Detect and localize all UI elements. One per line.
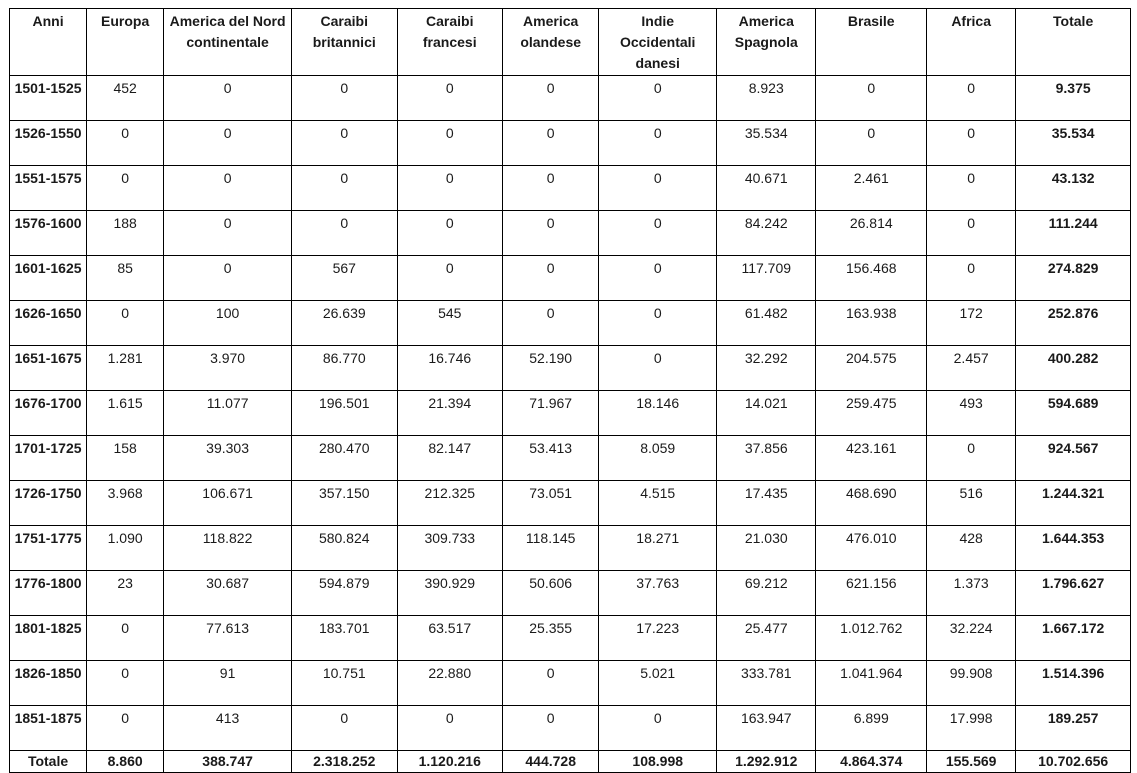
cell-totale: 1.667.172 <box>1016 616 1131 661</box>
total-europa: 8.860 <box>87 751 164 773</box>
cell-indie-occidentali-danesi: 17.223 <box>599 616 717 661</box>
cell-africa: 0 <box>927 166 1016 211</box>
cell-brasile: 1.012.762 <box>816 616 927 661</box>
totals-row <box>10 751 1131 773</box>
cell-america-olandese: 118.145 <box>503 526 599 571</box>
cell-totale: 43.132 <box>1016 166 1131 211</box>
table-row <box>10 436 1131 481</box>
cell-caraibi-britannici: 183.701 <box>292 616 398 661</box>
table-row <box>10 301 1131 346</box>
cell-europa: 23 <box>87 571 164 616</box>
cell-caraibi-francesi: 0 <box>397 76 503 121</box>
cell-caraibi-francesi: 309.733 <box>397 526 503 571</box>
cell-caraibi-francesi: 0 <box>397 121 503 166</box>
total-america-olandese: 444.728 <box>503 751 599 773</box>
table-row <box>10 346 1131 391</box>
cell-brasile: 6.899 <box>816 706 927 751</box>
cell-america-del-nord: 118.822 <box>164 526 292 571</box>
cell-totale: 1.244.321 <box>1016 481 1131 526</box>
cell-brasile: 0 <box>816 121 927 166</box>
cell-america-del-nord: 100 <box>164 301 292 346</box>
cell-europa: 0 <box>87 661 164 706</box>
period-cell: 1826-1850 <box>10 661 87 706</box>
total-brasile: 4.864.374 <box>816 751 927 773</box>
cell-caraibi-francesi: 16.746 <box>397 346 503 391</box>
cell-america-olandese: 0 <box>503 76 599 121</box>
cell-africa: 99.908 <box>927 661 1016 706</box>
column-header-caraibi-francesi: Caraibi francesi <box>397 9 503 76</box>
cell-caraibi-britannici: 594.879 <box>292 571 398 616</box>
cell-america-olandese: 53.413 <box>503 436 599 481</box>
cell-america-del-nord: 413 <box>164 706 292 751</box>
period-cell: 1526-1550 <box>10 121 87 166</box>
cell-indie-occidentali-danesi: 0 <box>599 301 717 346</box>
cell-america-del-nord: 77.613 <box>164 616 292 661</box>
cell-totale: 189.257 <box>1016 706 1131 751</box>
cell-africa: 0 <box>927 121 1016 166</box>
cell-america-del-nord: 39.303 <box>164 436 292 481</box>
column-header-indie-occidentali-danesi: Indie Occidentali danesi <box>599 9 717 76</box>
cell-america-spagnola: 163.947 <box>717 706 816 751</box>
cell-brasile: 476.010 <box>816 526 927 571</box>
cell-totale: 1.514.396 <box>1016 661 1131 706</box>
cell-america-olandese: 0 <box>503 166 599 211</box>
cell-caraibi-francesi: 0 <box>397 166 503 211</box>
cell-america-spagnola: 84.242 <box>717 211 816 256</box>
period-cell: 1851-1875 <box>10 706 87 751</box>
cell-brasile: 0 <box>816 76 927 121</box>
cell-america-spagnola: 37.856 <box>717 436 816 481</box>
total-america-spagnola: 1.292.912 <box>717 751 816 773</box>
cell-america-del-nord: 91 <box>164 661 292 706</box>
cell-totale: 924.567 <box>1016 436 1131 481</box>
cell-indie-occidentali-danesi: 37.763 <box>599 571 717 616</box>
table-row <box>10 166 1131 211</box>
column-header-brasile: Brasile <box>816 9 927 76</box>
cell-totale: 111.244 <box>1016 211 1131 256</box>
cell-america-olandese: 0 <box>503 301 599 346</box>
cell-totale: 9.375 <box>1016 76 1131 121</box>
table-row <box>10 391 1131 436</box>
cell-indie-occidentali-danesi: 18.146 <box>599 391 717 436</box>
total-africa: 155.569 <box>927 751 1016 773</box>
cell-caraibi-francesi: 390.929 <box>397 571 503 616</box>
cell-indie-occidentali-danesi: 0 <box>599 76 717 121</box>
table-row <box>10 76 1131 121</box>
period-cell: 1701-1725 <box>10 436 87 481</box>
cell-america-olandese: 52.190 <box>503 346 599 391</box>
cell-indie-occidentali-danesi: 0 <box>599 706 717 751</box>
cell-america-spagnola: 14.021 <box>717 391 816 436</box>
cell-totale: 1.644.353 <box>1016 526 1131 571</box>
period-cell: 1776-1800 <box>10 571 87 616</box>
cell-america-del-nord: 0 <box>164 256 292 301</box>
cell-america-spagnola: 21.030 <box>717 526 816 571</box>
cell-caraibi-francesi: 82.147 <box>397 436 503 481</box>
period-cell: 1676-1700 <box>10 391 87 436</box>
cell-america-spagnola: 117.709 <box>717 256 816 301</box>
cell-america-olandese: 25.355 <box>503 616 599 661</box>
cell-indie-occidentali-danesi: 8.059 <box>599 436 717 481</box>
table-row <box>10 256 1131 301</box>
cell-caraibi-britannici: 0 <box>292 706 398 751</box>
cell-caraibi-britannici: 580.824 <box>292 526 398 571</box>
cell-caraibi-francesi: 0 <box>397 211 503 256</box>
cell-america-spagnola: 333.781 <box>717 661 816 706</box>
cell-america-spagnola: 32.292 <box>717 346 816 391</box>
cell-america-del-nord: 0 <box>164 76 292 121</box>
cell-brasile: 423.161 <box>816 436 927 481</box>
cell-europa: 0 <box>87 166 164 211</box>
cell-africa: 0 <box>927 256 1016 301</box>
period-cell: 1751-1775 <box>10 526 87 571</box>
cell-europa: 85 <box>87 256 164 301</box>
cell-america-olandese: 0 <box>503 706 599 751</box>
cell-indie-occidentali-danesi: 0 <box>599 256 717 301</box>
cell-africa: 0 <box>927 211 1016 256</box>
cell-europa: 452 <box>87 76 164 121</box>
cell-caraibi-britannici: 357.150 <box>292 481 398 526</box>
cell-america-spagnola: 69.212 <box>717 571 816 616</box>
cell-totale: 400.282 <box>1016 346 1131 391</box>
cell-europa: 0 <box>87 706 164 751</box>
cell-caraibi-britannici: 280.470 <box>292 436 398 481</box>
cell-america-olandese: 0 <box>503 211 599 256</box>
cell-europa: 0 <box>87 301 164 346</box>
cell-america-olandese: 0 <box>503 121 599 166</box>
cell-caraibi-francesi: 63.517 <box>397 616 503 661</box>
cell-totale: 252.876 <box>1016 301 1131 346</box>
table-row <box>10 211 1131 256</box>
period-cell: 1801-1825 <box>10 616 87 661</box>
column-header-america-olandese: America olandese <box>503 9 599 76</box>
cell-brasile: 26.814 <box>816 211 927 256</box>
cell-africa: 493 <box>927 391 1016 436</box>
column-header-america-del-nord: America del Nord continentale <box>164 9 292 76</box>
cell-totale: 35.534 <box>1016 121 1131 166</box>
cell-totale: 274.829 <box>1016 256 1131 301</box>
cell-brasile: 204.575 <box>816 346 927 391</box>
cell-brasile: 259.475 <box>816 391 927 436</box>
cell-caraibi-francesi: 212.325 <box>397 481 503 526</box>
cell-caraibi-britannici: 0 <box>292 211 398 256</box>
cell-europa: 0 <box>87 121 164 166</box>
cell-europa: 158 <box>87 436 164 481</box>
cell-brasile: 1.041.964 <box>816 661 927 706</box>
cell-brasile: 621.156 <box>816 571 927 616</box>
column-header-america-spagnola: America Spagnola <box>717 9 816 76</box>
cell-caraibi-francesi: 0 <box>397 256 503 301</box>
cell-america-del-nord: 3.970 <box>164 346 292 391</box>
cell-america-spagnola: 8.923 <box>717 76 816 121</box>
column-header-europa: Europa <box>87 9 164 76</box>
cell-caraibi-britannici: 0 <box>292 121 398 166</box>
cell-caraibi-britannici: 86.770 <box>292 346 398 391</box>
cell-brasile: 163.938 <box>816 301 927 346</box>
cell-africa: 428 <box>927 526 1016 571</box>
cell-brasile: 468.690 <box>816 481 927 526</box>
cell-africa: 516 <box>927 481 1016 526</box>
total-america-del-nord: 388.747 <box>164 751 292 773</box>
cell-caraibi-francesi: 545 <box>397 301 503 346</box>
period-cell: 1726-1750 <box>10 481 87 526</box>
table-row <box>10 616 1131 661</box>
cell-america-olandese: 71.967 <box>503 391 599 436</box>
cell-america-del-nord: 106.671 <box>164 481 292 526</box>
cell-caraibi-britannici: 0 <box>292 166 398 211</box>
column-header-totale: Totale <box>1016 9 1131 76</box>
table-body <box>10 76 1131 773</box>
cell-europa: 1.615 <box>87 391 164 436</box>
total-caraibi-francesi: 1.120.216 <box>397 751 503 773</box>
cell-africa: 172 <box>927 301 1016 346</box>
cell-indie-occidentali-danesi: 4.515 <box>599 481 717 526</box>
cell-caraibi-britannici: 196.501 <box>292 391 398 436</box>
cell-caraibi-britannici: 567 <box>292 256 398 301</box>
cell-indie-occidentali-danesi: 0 <box>599 121 717 166</box>
cell-america-del-nord: 0 <box>164 211 292 256</box>
cell-america-del-nord: 30.687 <box>164 571 292 616</box>
cell-indie-occidentali-danesi: 18.271 <box>599 526 717 571</box>
table-row <box>10 661 1131 706</box>
cell-europa: 3.968 <box>87 481 164 526</box>
cell-america-del-nord: 0 <box>164 121 292 166</box>
period-cell: 1576-1600 <box>10 211 87 256</box>
cell-america-olandese: 0 <box>503 256 599 301</box>
cell-africa: 0 <box>927 76 1016 121</box>
cell-africa: 0 <box>927 436 1016 481</box>
period-cell: 1601-1625 <box>10 256 87 301</box>
cell-caraibi-francesi: 0 <box>397 706 503 751</box>
cell-indie-occidentali-danesi: 0 <box>599 166 717 211</box>
period-cell: 1501-1525 <box>10 76 87 121</box>
cell-brasile: 156.468 <box>816 256 927 301</box>
cell-indie-occidentali-danesi: 5.021 <box>599 661 717 706</box>
cell-america-spagnola: 17.435 <box>717 481 816 526</box>
cell-america-olandese: 73.051 <box>503 481 599 526</box>
cell-africa: 32.224 <box>927 616 1016 661</box>
cell-europa: 1.281 <box>87 346 164 391</box>
cell-africa: 17.998 <box>927 706 1016 751</box>
cell-america-del-nord: 11.077 <box>164 391 292 436</box>
cell-caraibi-britannici: 10.751 <box>292 661 398 706</box>
cell-totale: 1.796.627 <box>1016 571 1131 616</box>
cell-indie-occidentali-danesi: 0 <box>599 211 717 256</box>
total-totale: 10.702.656 <box>1016 751 1131 773</box>
cell-america-del-nord: 0 <box>164 166 292 211</box>
cell-europa: 188 <box>87 211 164 256</box>
table-row <box>10 571 1131 616</box>
cell-brasile: 2.461 <box>816 166 927 211</box>
column-header-caraibi-britannici: Caraibi britannici <box>292 9 398 76</box>
cell-totale: 594.689 <box>1016 391 1131 436</box>
total-indie-occidentali-danesi: 108.998 <box>599 751 717 773</box>
cell-africa: 1.373 <box>927 571 1016 616</box>
period-cell: 1626-1650 <box>10 301 87 346</box>
header-row <box>10 9 1131 76</box>
cell-america-spagnola: 61.482 <box>717 301 816 346</box>
table-row <box>10 121 1131 166</box>
cell-america-olandese: 0 <box>503 661 599 706</box>
totals-label: Totale <box>10 751 87 773</box>
period-cell: 1651-1675 <box>10 346 87 391</box>
table-row <box>10 481 1131 526</box>
cell-europa: 0 <box>87 616 164 661</box>
cell-caraibi-britannici: 0 <box>292 76 398 121</box>
cell-america-spagnola: 35.534 <box>717 121 816 166</box>
cell-america-spagnola: 40.671 <box>717 166 816 211</box>
cell-america-olandese: 50.606 <box>503 571 599 616</box>
period-cell: 1551-1575 <box>10 166 87 211</box>
cell-caraibi-britannici: 26.639 <box>292 301 398 346</box>
column-header-africa: Africa <box>927 9 1016 76</box>
cell-africa: 2.457 <box>927 346 1016 391</box>
total-caraibi-britannici: 2.318.252 <box>292 751 398 773</box>
cell-america-spagnola: 25.477 <box>717 616 816 661</box>
table-row <box>10 526 1131 571</box>
slave-trade-table <box>9 8 1131 773</box>
cell-caraibi-francesi: 21.394 <box>397 391 503 436</box>
cell-europa: 1.090 <box>87 526 164 571</box>
cell-caraibi-francesi: 22.880 <box>397 661 503 706</box>
cell-indie-occidentali-danesi: 0 <box>599 346 717 391</box>
table-row <box>10 706 1131 751</box>
column-header-anni: Anni <box>10 9 87 76</box>
